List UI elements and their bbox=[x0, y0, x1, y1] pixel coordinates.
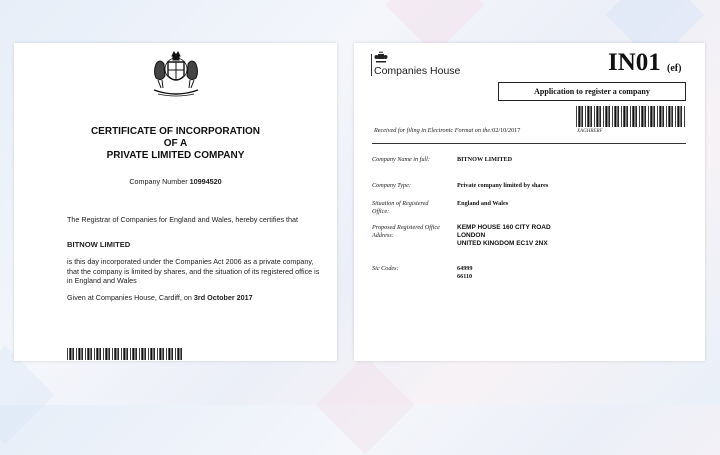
barcode-bar bbox=[684, 106, 685, 127]
company-name-value: BITNOW LIMITED bbox=[457, 156, 513, 163]
certificate-title: CERTIFICATE OF INCORPORATION bbox=[90, 126, 261, 137]
received-line bbox=[374, 127, 520, 134]
barcode-bar bbox=[585, 106, 586, 127]
barcode-bar bbox=[599, 106, 601, 127]
barcode-bar bbox=[130, 348, 131, 360]
barcode-bar bbox=[175, 348, 176, 360]
barcode-bar bbox=[123, 348, 125, 360]
barcode-bar bbox=[603, 106, 604, 127]
royal-crest-icon bbox=[148, 50, 204, 98]
sic-label: Sic Codes: bbox=[372, 265, 399, 272]
barcode-bar bbox=[666, 106, 667, 127]
barcode-bar bbox=[114, 348, 116, 360]
companies-house-name: Companies House bbox=[374, 65, 461, 77]
company-name: BITNOW LIMITED bbox=[67, 240, 131, 249]
certificate-title: PRIVATE LIMITED COMPANY bbox=[106, 150, 245, 161]
barcode-bar bbox=[99, 348, 101, 360]
barcode-bar bbox=[153, 348, 155, 360]
given-prefix: Given at Companies House, Cardiff, on bbox=[67, 293, 192, 302]
barcode-bar bbox=[641, 106, 643, 127]
barcode-bar bbox=[144, 348, 146, 360]
company-type-value: Private company limited by shares bbox=[457, 182, 549, 189]
barcode-bar bbox=[668, 106, 670, 127]
form-title: Application to register a company bbox=[498, 82, 686, 101]
barcode-bar bbox=[121, 348, 122, 360]
received-label: Received for filing in Electronic Format on the: bbox=[374, 127, 493, 134]
barcode-bar bbox=[596, 106, 598, 127]
barcode-bar bbox=[659, 106, 661, 127]
barcode-bar bbox=[576, 106, 577, 127]
barcode-bar bbox=[587, 106, 589, 127]
barcode-bar bbox=[103, 348, 104, 360]
barcode-bar bbox=[157, 348, 158, 360]
barcode-bar bbox=[653, 106, 655, 127]
barcode-bar bbox=[166, 348, 167, 360]
barcode-bar bbox=[632, 106, 634, 127]
barcode-bar bbox=[139, 348, 140, 360]
barcode-bar bbox=[662, 106, 664, 127]
barcode-bar bbox=[180, 348, 182, 360]
barcode-bar bbox=[72, 348, 74, 360]
barcode-bar bbox=[605, 106, 607, 127]
barcode-bar bbox=[168, 348, 170, 360]
barcode-id: XAGHRERF bbox=[577, 129, 603, 134]
barcode-bar bbox=[105, 348, 107, 360]
form-page bbox=[354, 43, 705, 361]
certificate-page bbox=[14, 43, 337, 361]
logo-divider bbox=[371, 54, 372, 76]
barcode-bar bbox=[90, 348, 92, 360]
barcode-bar bbox=[94, 348, 95, 360]
company-name-label: Company Name in full: bbox=[372, 156, 430, 163]
royal-crest-icon bbox=[374, 51, 388, 65]
barcode-bar bbox=[581, 106, 583, 127]
registrar-text: The Registrar of Companies for England and Wales, hereby certifies that bbox=[67, 215, 299, 224]
received-date: 02/10/2017 bbox=[492, 127, 521, 134]
barcode-bar bbox=[578, 106, 580, 127]
address-line: KEMP HOUSE 160 CITY ROAD bbox=[457, 224, 551, 231]
barcode-bar bbox=[648, 106, 649, 127]
barcode-bar bbox=[78, 348, 80, 360]
barcode-bar bbox=[141, 348, 143, 360]
barcode-bar bbox=[594, 106, 595, 127]
barcode-bar bbox=[150, 348, 152, 360]
sic-code: 64999 bbox=[457, 265, 473, 272]
barcode-bar bbox=[644, 106, 646, 127]
barcode-bar bbox=[608, 106, 610, 127]
sic-code: 66110 bbox=[457, 273, 473, 280]
body-text: is this day incorporated under the Companies Act 2006 as a private company, that the company is limited by shares, and the situation of its registered office is in England and Wales bbox=[67, 257, 320, 285]
barcode-bar bbox=[81, 348, 83, 360]
form-code: IN01 bbox=[608, 49, 661, 76]
barcode-bar bbox=[671, 106, 673, 127]
bg-decoration bbox=[316, 356, 415, 455]
barcode-bar bbox=[635, 106, 637, 127]
barcode-bar bbox=[96, 348, 98, 360]
barcode-bar bbox=[650, 106, 652, 127]
barcode-bar bbox=[675, 106, 676, 127]
barcode-bar bbox=[630, 106, 631, 127]
barcode-bar bbox=[657, 106, 658, 127]
barcode-bar bbox=[626, 106, 628, 127]
barcode-bar bbox=[85, 348, 86, 360]
form-barcode bbox=[576, 106, 687, 127]
company-number-label: Company Number bbox=[129, 177, 188, 186]
barcode-bar bbox=[148, 348, 149, 360]
barcode-bar bbox=[639, 106, 640, 127]
barcode-bar bbox=[162, 348, 164, 360]
barcode-bar bbox=[112, 348, 113, 360]
barcode-bar bbox=[135, 348, 137, 360]
barcode-bar bbox=[677, 106, 679, 127]
barcode-bar bbox=[617, 106, 619, 127]
barcode-bar bbox=[590, 106, 592, 127]
barcode-bar bbox=[177, 348, 179, 360]
form-code-suffix: (ef) bbox=[667, 63, 682, 74]
barcode-bar bbox=[67, 348, 68, 360]
barcode-bar bbox=[159, 348, 161, 360]
company-type-label: Company Type: bbox=[372, 182, 411, 189]
barcode-bar bbox=[126, 348, 128, 360]
address-label: Proposed Registered Office Address: bbox=[372, 224, 440, 239]
barcode-bar bbox=[117, 348, 119, 360]
barcode-bar bbox=[76, 348, 77, 360]
barcode-bar bbox=[132, 348, 134, 360]
address-line: UNITED KINGDOM EC1V 2NX bbox=[457, 240, 548, 247]
barcode-bar bbox=[171, 348, 173, 360]
address-line: LONDON bbox=[457, 232, 486, 239]
barcode bbox=[67, 348, 185, 360]
barcode-bar bbox=[680, 106, 682, 127]
given-line bbox=[67, 293, 317, 303]
barcode-bar bbox=[87, 348, 89, 360]
barcode-bar bbox=[612, 106, 613, 127]
given-date: 3rd October 2017 bbox=[193, 293, 253, 302]
company-number bbox=[14, 177, 337, 187]
situation-label: Situation of Registered Office: bbox=[372, 200, 429, 215]
divider bbox=[372, 143, 686, 144]
barcode-bar bbox=[614, 106, 616, 127]
barcode-bar bbox=[621, 106, 622, 127]
barcode-bar bbox=[623, 106, 625, 127]
certificate-title: OF A bbox=[163, 138, 188, 149]
barcode-bar bbox=[69, 348, 71, 360]
company-number-value: 10994520 bbox=[189, 177, 222, 186]
barcode-bar bbox=[108, 348, 110, 360]
situation-value: England and Wales bbox=[457, 200, 509, 207]
